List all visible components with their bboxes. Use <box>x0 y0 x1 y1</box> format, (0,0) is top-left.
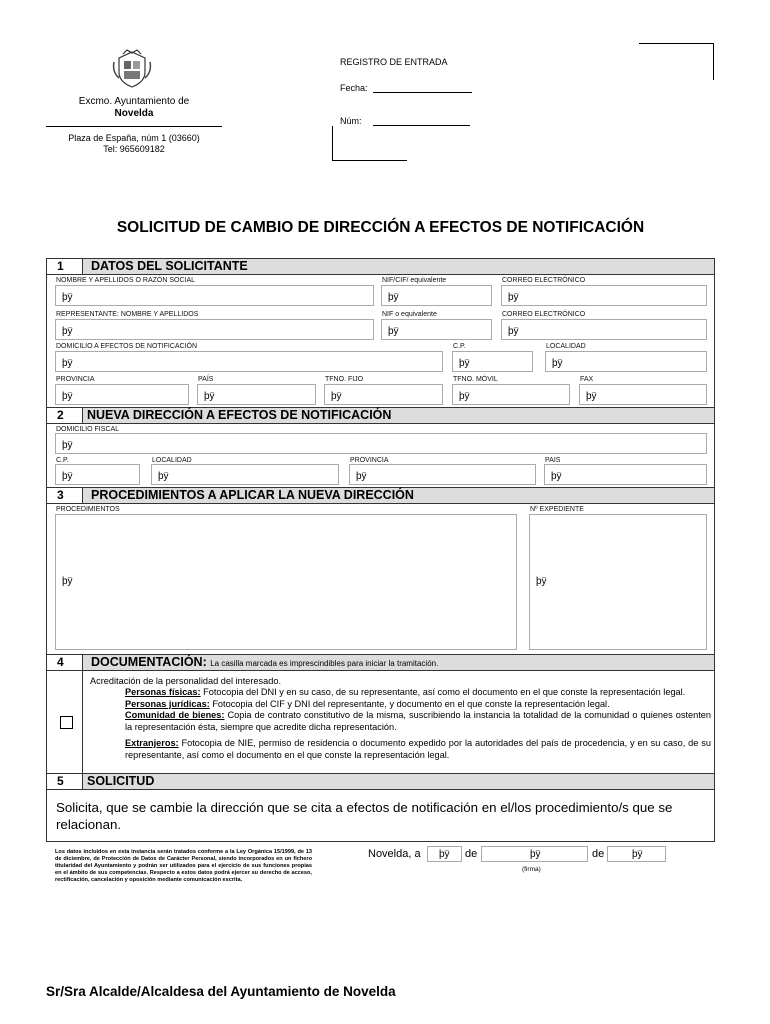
section3-number: 3 <box>47 488 83 503</box>
doc-item-personas-fisicas: Personas físicas: Fotocopia del DNI y en su caso, de su representante, así como el documento en el que conste la representación legal. <box>125 687 686 697</box>
registry-num-field[interactable] <box>373 125 470 126</box>
signature-label: (firma) <box>522 866 541 873</box>
label-rep-nif: NIF o equivalente <box>382 311 437 318</box>
registry-corner-left <box>332 126 333 161</box>
province-input[interactable]: þÿ <box>55 384 189 405</box>
new-country-input[interactable]: þÿ <box>544 464 707 485</box>
label-name: NOMBRE Y APELLIDOS O RAZÓN SOCIAL <box>56 277 196 284</box>
registry-corner-top <box>639 43 714 44</box>
year-input[interactable]: þÿ <box>607 846 666 862</box>
name-input[interactable]: þÿ <box>55 285 374 306</box>
new-locality-input[interactable]: þÿ <box>151 464 339 485</box>
nif-input[interactable]: þÿ <box>381 285 492 306</box>
label-country: PAÍS <box>198 376 214 383</box>
section2-header <box>46 407 715 424</box>
documentation-intro: Acreditación de la personalidad del interesado. <box>90 676 282 686</box>
label-new-locality: LOCALIDAD <box>152 457 192 464</box>
registry-num-label: Núm: <box>340 116 362 126</box>
institution-address: Plaza de España, núm 1 (03660) Tel: 965609182 <box>68 133 200 154</box>
label-new-cp: C.P. <box>56 457 69 464</box>
label-new-country: PAIS <box>545 457 561 464</box>
section4-header <box>46 654 715 671</box>
fax-input[interactable]: þÿ <box>579 384 707 405</box>
registry-title: REGISTRO DE ENTRADA <box>340 57 448 67</box>
label-rep-name: REPRESENTANTE: NOMBRE Y APELLIDOS <box>56 311 199 318</box>
registry-date-field[interactable] <box>373 92 472 93</box>
email-input[interactable]: þÿ <box>501 285 707 306</box>
file-no-textarea[interactable] <box>529 514 707 650</box>
registry-corner-bottom <box>332 160 407 161</box>
label-phone: TFNO. FIJO <box>325 376 364 383</box>
documentation-checkbox[interactable] <box>60 716 73 729</box>
header-divider <box>46 126 222 127</box>
label-fax: FAX <box>580 376 594 383</box>
label-procedures: PROCEDIMIENTOS <box>56 506 120 513</box>
locality-input[interactable]: þÿ <box>545 351 707 372</box>
rep-nif-input[interactable]: þÿ <box>381 319 492 340</box>
address-input[interactable]: þÿ <box>55 351 443 372</box>
documentation-list <box>125 687 711 761</box>
label-province: PROVINCIA <box>56 376 95 383</box>
section4-title: DOCUMENTACIÓN: La casilla marcada es imprescindibles para iniciar la tramitación. <box>91 655 439 669</box>
doc-item-comunidad-bienes: Comunidad de bienes: Copia de contrato constitutivo de la misma, suscribiendo la instancia la totalidad de la comunidad o quienes ostenten la representación ésta, siempre que acredite dicha representación. <box>125 710 711 733</box>
section5-header <box>46 773 715 790</box>
registry-date-label: Fecha: <box>340 83 368 93</box>
rep-email-input[interactable]: þÿ <box>501 319 707 340</box>
cp-input[interactable]: þÿ <box>452 351 533 372</box>
rep-name-input[interactable]: þÿ <box>55 319 374 340</box>
section1-number: 1 <box>47 259 83 274</box>
coat-of-arms-logo <box>111 48 153 90</box>
label-email: CORREO ELECTRÓNICO <box>502 277 586 284</box>
label-rep-email: CORREO ELECTRÓNICO <box>502 311 586 318</box>
section5-title: SOLICITUD <box>87 774 155 788</box>
label-mobile: TFNO. MÓVIL <box>453 376 498 383</box>
section3-header <box>46 487 715 504</box>
country-input[interactable]: þÿ <box>197 384 316 405</box>
label-locality: LOCALIDAD <box>546 343 586 350</box>
request-text: Solicita, que se cambie la dirección que se cita a efectos de notificación en el/los procedimiento/s que se relacionan. <box>56 800 673 832</box>
label-address: DOMICILIO A EFECTOS DE NOTIFICACIÓN <box>56 343 198 350</box>
month-input[interactable]: þÿ <box>481 846 588 862</box>
section4-checkbox-divider <box>82 671 83 773</box>
new-cp-input[interactable]: þÿ <box>55 464 140 485</box>
label-cp: C.P. <box>453 343 466 350</box>
form-title: SOLICITUD DE CAMBIO DE DIRECCIÓN A EFECTOS DE NOTIFICACIÓN <box>116 219 645 236</box>
procedures-textarea[interactable] <box>55 514 517 650</box>
procedures-placeholder: þÿ <box>62 576 73 587</box>
date-de-2: de <box>592 848 605 860</box>
file-no-placeholder: þÿ <box>536 576 547 587</box>
fiscal-address-input[interactable]: þÿ <box>55 433 707 454</box>
section1-header <box>46 258 715 275</box>
label-new-province: PROVINCIA <box>350 457 389 464</box>
label-file-no: Nº EXPEDIENTE <box>530 506 584 513</box>
section4-number: 4 <box>47 655 83 670</box>
addressee: Sr/Sra Alcalde/Alcaldesa del Ayuntamiento de Novelda <box>46 984 396 999</box>
section2-title: NUEVA DIRECCIÓN A EFECTOS DE NOTIFICACIÓN <box>87 408 392 422</box>
day-input[interactable]: þÿ <box>427 846 462 862</box>
new-province-input[interactable]: þÿ <box>349 464 536 485</box>
place-label: Novelda, a <box>368 848 421 860</box>
phone-input[interactable]: þÿ <box>324 384 443 405</box>
section1-title: DATOS DEL SOLICITANTE <box>91 259 248 273</box>
doc-item-extranjeros: Extranjeros: Fotocopia de NIE, permiso de residencia o documento expedido por la autoridades del país de procedencia, y en su caso, de su representante, así como el documento en el que conste la representación legal. <box>125 737 711 760</box>
section2-number: 2 <box>47 408 83 423</box>
label-nif: NIF/CIF/ equivalente <box>382 277 447 284</box>
date-de-1: de <box>465 848 478 860</box>
section3-title: PROCEDIMIENTOS A APLICAR LA NUEVA DIRECCIÓN <box>91 488 414 502</box>
institution-name: Excmo. Ayuntamiento de Novelda <box>78 96 190 119</box>
registry-corner-right <box>713 43 714 80</box>
section5-number: 5 <box>47 774 83 789</box>
label-fiscal: DOMICILIO FISCAL <box>56 426 120 433</box>
privacy-notice: Los datos incluidos en esta instancia serán tratados conforme a la Ley Orgánica 15/1999, de 13 de diciembre, de Protección de Datos de Carácter Personal, siendo incorporados en un fichero titularidad del Ayuntamiento y podrán ser utilizados para el ejercicio de sus funciones propias en el ámbito de sus competencias. Respecto a estos datos podrá ejercer su derecho de acceso, rectificación, cancelación y oposición mediante comunicación escrita. <box>55 849 312 883</box>
section4-note: La casilla marcada es imprescindibles para iniciar la tramitación. <box>210 659 439 668</box>
doc-item-personas-juridicas: Personas jurídicas: Fotocopia del CIF y DNI del representante, y documento en el que conste la representación legal. <box>125 698 610 709</box>
mobile-input[interactable]: þÿ <box>452 384 570 405</box>
